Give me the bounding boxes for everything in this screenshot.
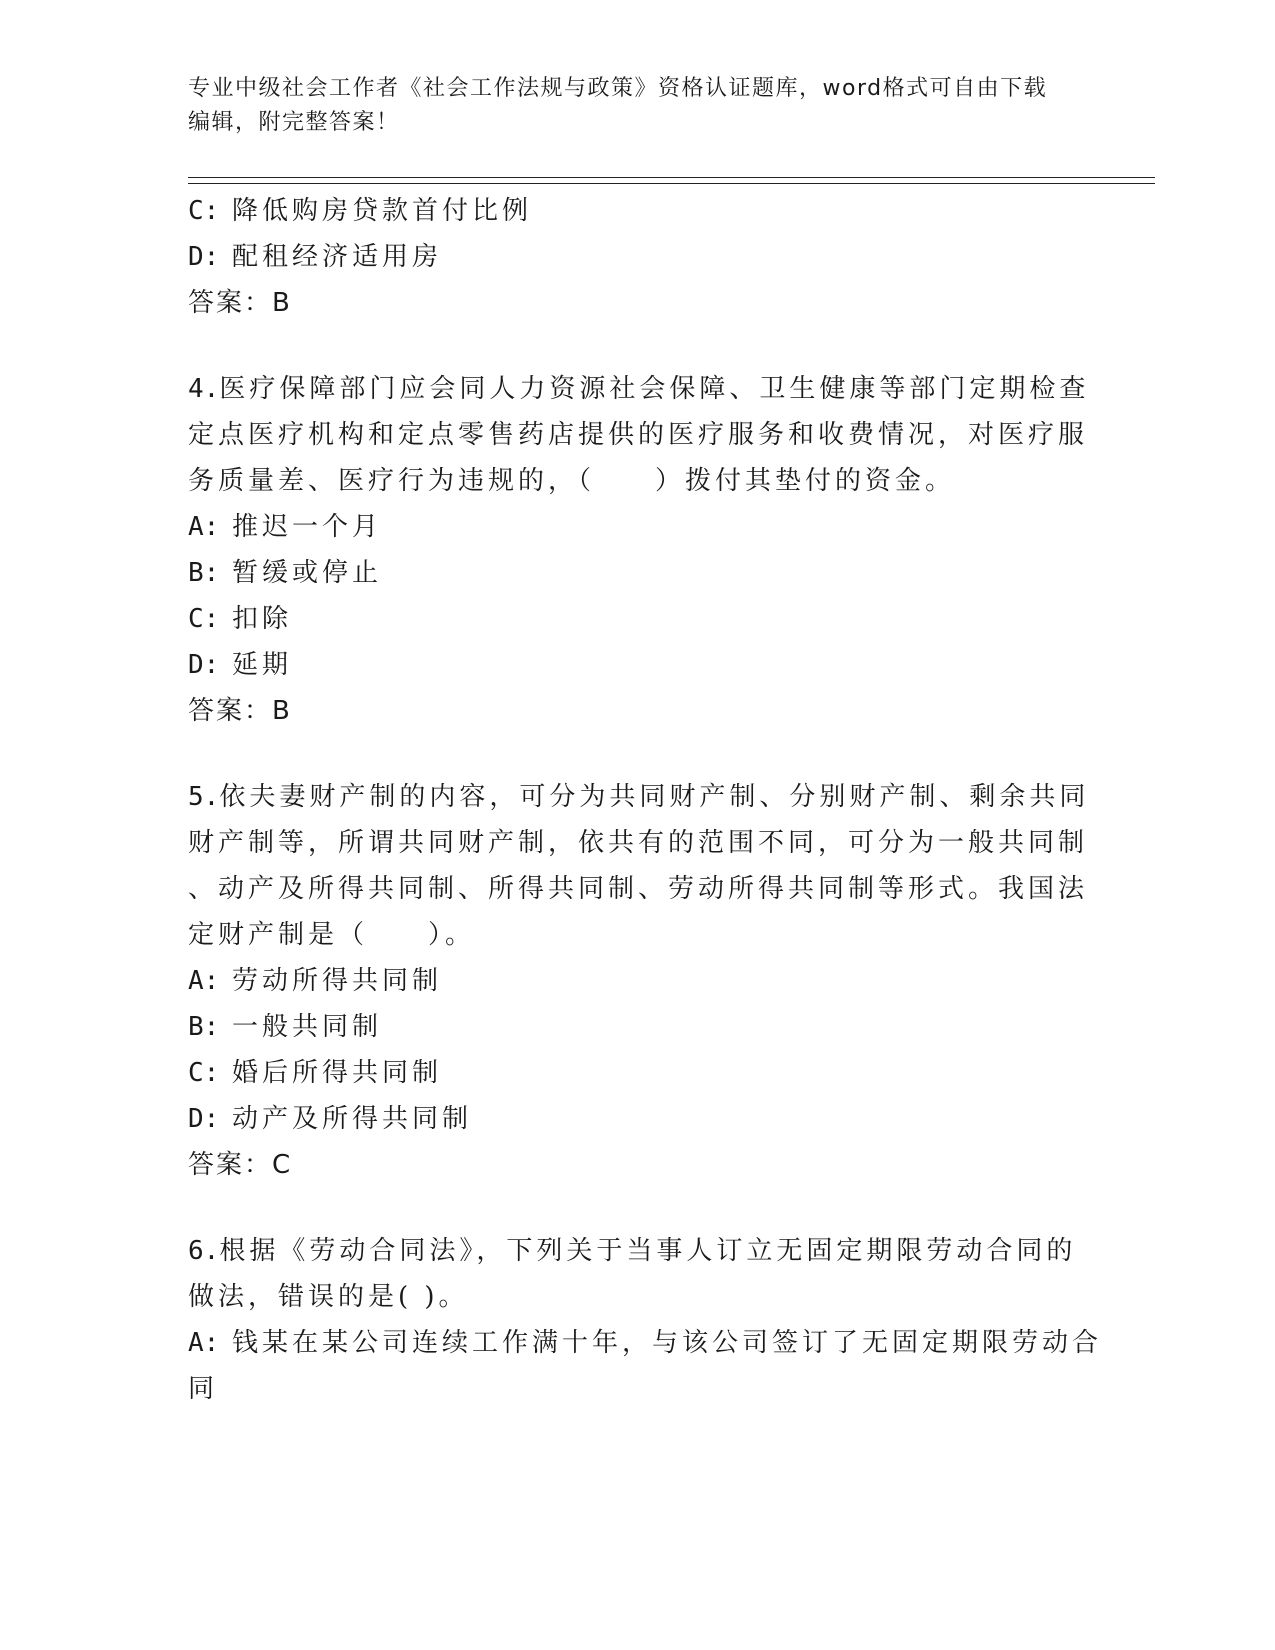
option-d [188, 1096, 1088, 1142]
header-double-rule [188, 177, 1155, 184]
option-key: C: [188, 1058, 220, 1088]
question-stem-line: 定点医疗机构和定点零售药店提供的医疗服务和收费情况，对医疗服 [188, 420, 1089, 450]
option-c [188, 188, 1088, 234]
option-text: 动产及所得共同制 [232, 1104, 473, 1134]
option-d [188, 642, 1088, 688]
option-key: B: [188, 558, 220, 588]
option-text: 降低购房贷款首付比例 [232, 196, 533, 226]
question-stem-line: 、动产及所得共同制、所得共同制、劳动所得共同制等形式。我国法 [188, 874, 1089, 904]
option-a [188, 958, 1088, 1004]
question-number: 6. [188, 1236, 220, 1266]
option-a [188, 504, 1088, 550]
option-key: A: [188, 1328, 220, 1358]
question-number: 5. [188, 782, 220, 812]
question-text: 依夫妻财产制的内容，可分为共同财产制、分别财产制、剩余共同 [219, 782, 1090, 812]
question-stem-line: 财产制等，所谓共同财产制，依共有的范围不同，可分为一般共同制 [188, 828, 1089, 858]
option-b [188, 550, 1088, 596]
question-list [188, 188, 1103, 1412]
document-header [188, 72, 1068, 140]
question-stem-line: 做法，错误的是( )。 [188, 1282, 469, 1312]
option-key: A: [188, 512, 220, 542]
answer-text: 答案：C [188, 1150, 293, 1180]
option-text: 婚后所得共同制 [232, 1058, 443, 1088]
option-c [188, 1050, 1088, 1096]
question-3-tail [188, 188, 1088, 326]
question-4 [188, 366, 1088, 734]
option-text: 延期 [232, 650, 293, 680]
question-6 [188, 1228, 1103, 1412]
option-key: D: [188, 242, 220, 272]
question-stem-line [188, 774, 1088, 820]
question-stem-line: 定财产制是（ ）。 [188, 920, 476, 950]
question-number: 4. [188, 374, 220, 404]
header-title: 专业中级社会工作者《社会工作法规与政策》资格认证题库，word格式可自由下载编辑，附完整答案！ [188, 76, 1048, 135]
option-a [188, 1320, 1103, 1366]
option-key: C: [188, 196, 220, 226]
option-c [188, 596, 1088, 642]
option-d [188, 234, 1088, 280]
option-text: 扣除 [232, 604, 293, 634]
question-5 [188, 774, 1088, 1188]
option-b [188, 1004, 1088, 1050]
option-text: 钱某在某公司连续工作满十年，与该公司签订了无固定期限劳动合 [232, 1328, 1103, 1358]
option-key: D: [188, 650, 220, 680]
question-stem-line: 务质量差、医疗行为违规的，（ ）拨付其垫付的资金。 [188, 466, 956, 496]
option-text: 配租经济适用房 [232, 242, 443, 272]
option-key: B: [188, 1012, 220, 1042]
answer-text: 答案：B [188, 696, 292, 726]
option-key: C: [188, 604, 220, 634]
option-text: 暂缓或停止 [232, 558, 383, 588]
option-text: 劳动所得共同制 [232, 966, 443, 996]
option-key: D: [188, 1104, 220, 1134]
question-text: 医疗保障部门应会同人力资源社会保障、卫生健康等部门定期检查 [219, 374, 1090, 404]
option-text-continuation: 同 [188, 1374, 219, 1404]
option-key: A: [188, 966, 220, 996]
option-text: 推迟一个月 [232, 512, 383, 542]
question-stem-line [188, 366, 1088, 412]
question-text: 根据《劳动合同法》，下列关于当事人订立无固定期限劳动合同的 [219, 1236, 1077, 1266]
option-text: 一般共同制 [232, 1012, 383, 1042]
answer-text: 答案：B [188, 288, 292, 318]
question-stem-line [188, 1228, 1088, 1274]
